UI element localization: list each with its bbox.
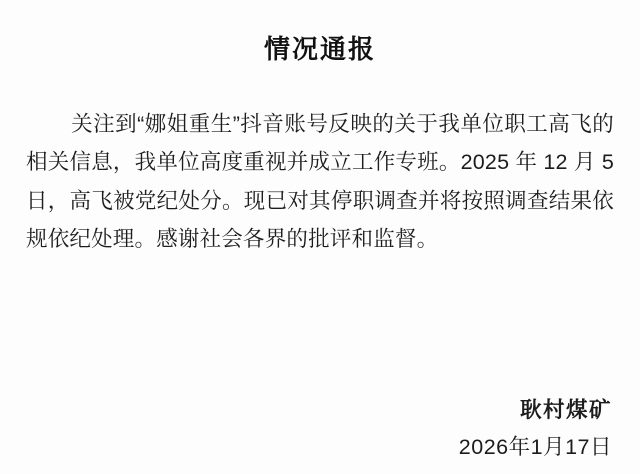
body-paragraph: 关注到“娜姐重生”抖音账号反映的关于我单位职工高飞的相关信息，我单位高度重视并成立工作专班。2025 年 12 月 5 日，高飞被党纪处分。现已对其停职调查并将按照调查结果依规依纪处理。感谢社会各界的批评和监督。 (26, 112, 614, 251)
document-body (0, 65, 640, 258)
signature-date: 2026年1月17日 (458, 435, 612, 460)
signature-organization: 耿村煤矿 (519, 398, 612, 423)
page-title: 情况通报 (263, 34, 376, 64)
signature-block (459, 392, 612, 466)
